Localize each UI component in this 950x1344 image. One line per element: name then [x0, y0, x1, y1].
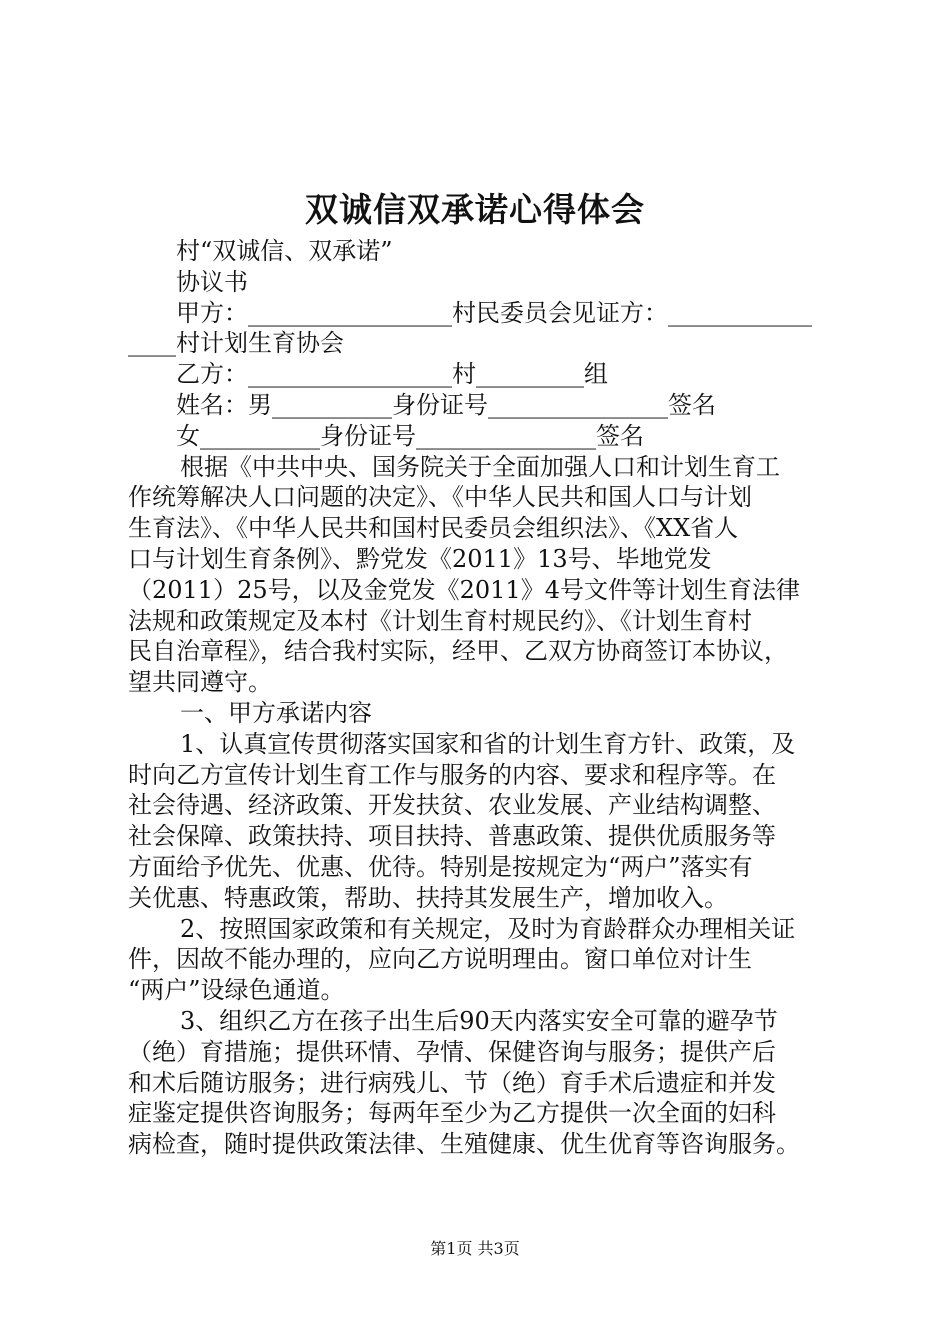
paragraph-line: （绝）育措施；提供环情、孕情、保健咨询与服务；提供产后 [128, 1037, 776, 1066]
paragraph-line: 件，因故不能办理的，应向乙方说明理由。窗口单位对计生 [128, 945, 752, 974]
document-title: 双诚信双承诺心得体会 [305, 190, 645, 229]
paragraph-line: 社会待遇、经济政策、开发扶贫、农业发展、产业结构调整、 [128, 791, 776, 820]
paragraph-line: 时向乙方宣传计划生育工作与服务的内容、要求和程序等。在 [128, 760, 776, 789]
paragraph-line: 病检查，随时提供政策法律、生殖健康、优生优育等咨询服务。 [128, 1130, 800, 1159]
paragraph-line: （2011）25号，以及金党发《2011》4号文件等计划生育法律 [128, 575, 800, 604]
paragraph-line: 口与计划生育条例》、黔党发《2011》13号、毕地党发 [128, 544, 712, 573]
paragraph-line: 方面给予优先、优惠、优待。特别是按规定为“两户”落实有 [128, 852, 753, 881]
paragraph-line: 3、组织乙方在孩子出生后90天内落实安全可靠的避孕节 [180, 1006, 778, 1035]
paragraph-line: 1、认真宣传贯彻落实国家和省的计划生育方针、政策，及 [180, 729, 796, 758]
text-line: 女__________身份证号_______________签名 [176, 421, 644, 450]
text-line: 协议书 [176, 267, 248, 296]
paragraph-item-2 [128, 914, 832, 1006]
paragraph-line: 2、按照国家政策和有关规定，及时为育龄群众办理相关证 [180, 914, 796, 943]
paragraph-line: 社会保障、政策扶持、项目扶持、普惠政策、提供优质服务等 [128, 822, 776, 851]
document-body [128, 236, 832, 1160]
paragraph-line: 民自治章程》，结合我村实际，经甲、乙双方协商签订本协议， [128, 637, 788, 666]
paragraph-line: “两户”设绿色通道。 [128, 976, 345, 1005]
text-line: 甲方：_________________村民委员会见证方：____________ [176, 298, 812, 327]
paragraph-line: 关优惠、特惠政策，帮助、扶持其发展生产，增加收入。 [128, 883, 728, 912]
paragraph-line: 望共同遵守。 [128, 668, 272, 697]
paragraph-line: 和术后随访服务；进行病残儿、节（绝）育手术后遗症和并发 [128, 1068, 776, 1097]
paragraph-basis [128, 452, 832, 698]
paragraph-line: 生育法》、《中华人民共和国村民委员会组织法》、《XX省人 [128, 514, 739, 543]
paragraph-line: 作统筹解决人口问题的决定》、《中华人民共和国人口与计划 [128, 483, 752, 512]
text-line: 村“双诚信、双承诺” [176, 237, 393, 265]
paragraph-line: 症鉴定提供咨询服务；每两年至少为乙方提供一次全面的妇科 [128, 1099, 776, 1128]
text-line: ____村计划生育协会 [128, 329, 344, 358]
section-heading: 一、甲方承诺内容 [180, 698, 372, 727]
paragraph-line: 根据《中共中央、国务院关于全面加强人口和计划生育工 [180, 452, 780, 481]
paragraph-item-3 [128, 1006, 832, 1160]
page-footer: 第1页 共3页 [430, 1239, 520, 1258]
paragraph-item-1 [128, 729, 832, 914]
text-line: 姓名：男__________身份证号_______________签名 [176, 390, 716, 419]
paragraph-line: 法规和政策规定及本村《计划生育村规民约》、《计划生育村 [128, 606, 752, 635]
text-line: 乙方：_________________村_________组 [176, 360, 608, 389]
